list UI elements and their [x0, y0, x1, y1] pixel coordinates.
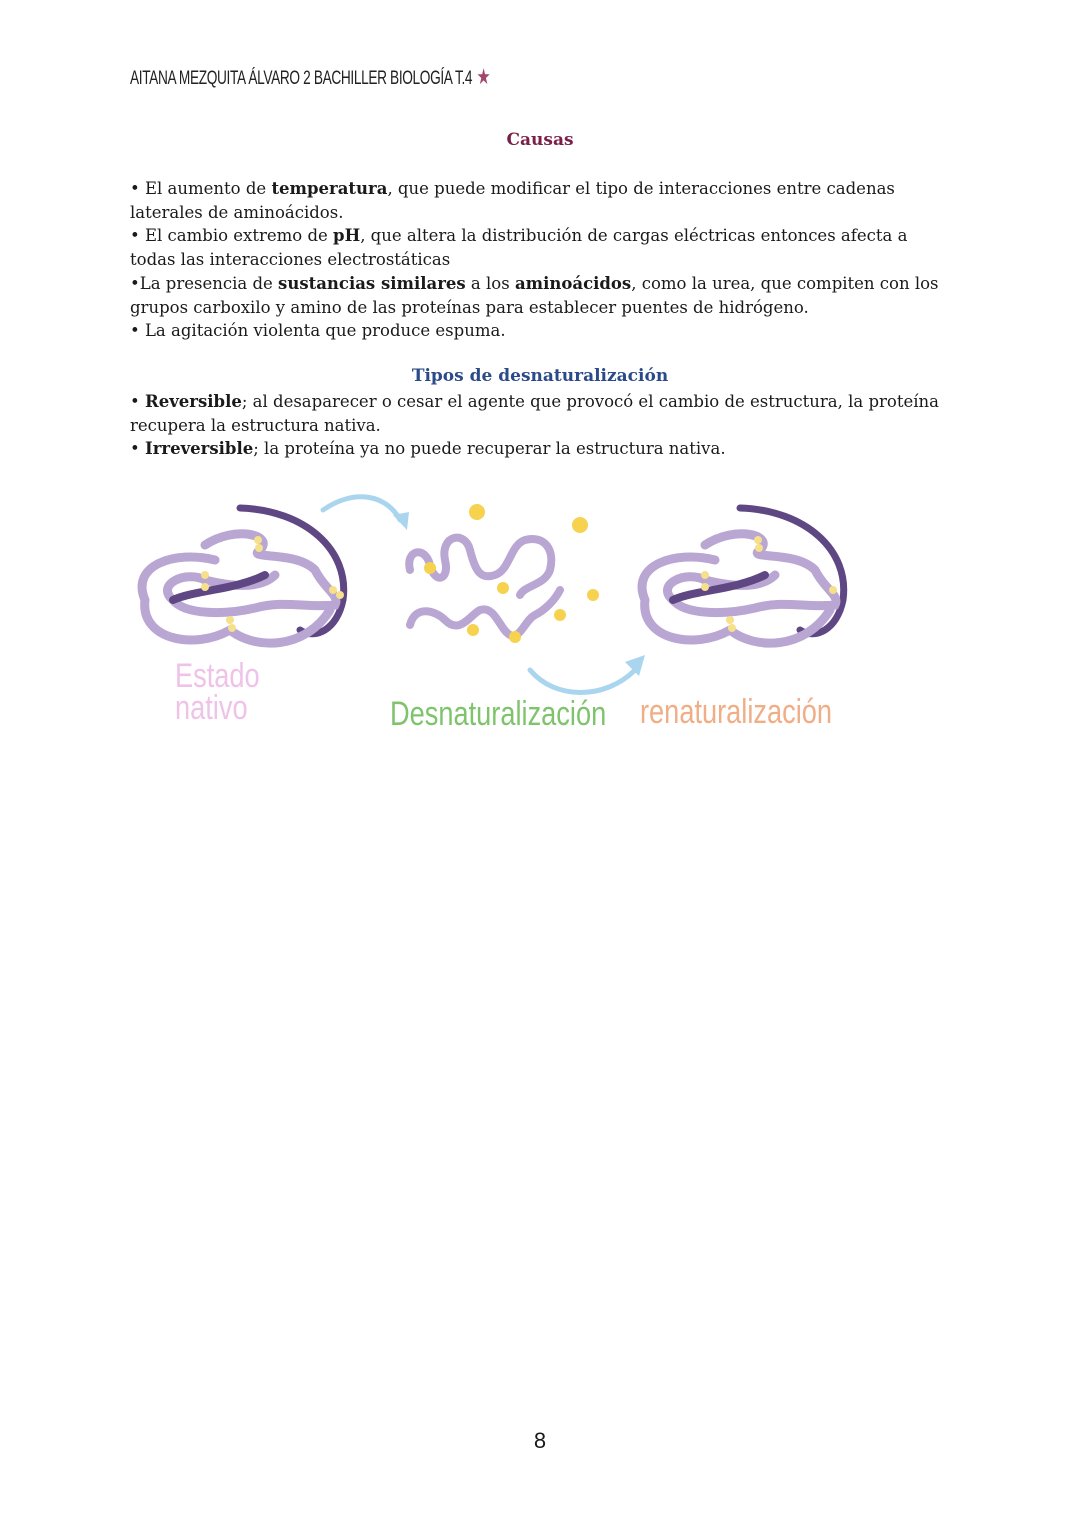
- renatured-protein-drawing: [642, 508, 844, 643]
- section-title-tipos: Tipos de desnaturalización: [411, 366, 669, 386]
- arrow-icon: [323, 497, 400, 520]
- list-item: •La presencia de sustancias similares a los aminoácidos, como la urea, que compiten con los grupos carboxilo y amino de las proteínas para establecer puentes de hidrógeno.: [130, 273, 939, 317]
- native-protein-drawing: [142, 508, 344, 643]
- page-header: [130, 64, 490, 90]
- header-text: AITANA MEZQUITA ÁLVARO 2 BACHILLER BIOLOGÍA T.4: [130, 68, 473, 89]
- label-renaturation: renaturalización: [640, 693, 833, 731]
- star-icon: ★: [476, 64, 491, 89]
- list-item: • El aumento de temperatura, que puede modificar el tipo de interacciones entre cadenas laterales de aminoácidos.: [130, 179, 895, 222]
- arrow-icon: [530, 670, 635, 693]
- denatured-protein-drawing: [409, 504, 599, 643]
- list-item: • Irreversible; la proteína ya no puede recuperar la estructura nativa.: [130, 439, 726, 459]
- page-number: 8: [533, 1428, 547, 1453]
- label-denaturation: Desnaturalización: [390, 695, 607, 733]
- list-item: • La agitación violenta que produce espuma.: [130, 321, 506, 341]
- section-title-causas: Causas: [506, 130, 574, 150]
- list-item: • Reversible; al desaparecer o cesar el agente que provocó el cambio de estructura, la proteína recupera la estructura nativa.: [130, 392, 939, 435]
- causas-list: [130, 177, 950, 343]
- label-native-state: Estado nativo: [175, 657, 260, 727]
- list-item: • El cambio extremo de pH, que altera la distribución de cargas eléctricas entonces afecta a todas las interacciones electrostáticas: [130, 226, 908, 270]
- tipos-list: [130, 390, 950, 461]
